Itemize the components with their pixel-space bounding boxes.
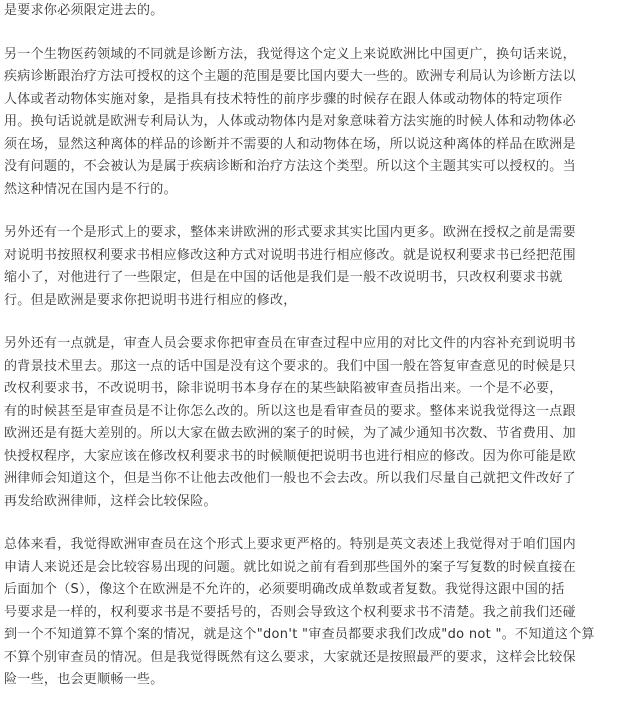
paragraph-3 bbox=[4, 222, 616, 312]
text-line: 险一些，也会更顺畅一些。 bbox=[4, 672, 164, 687]
text-line: 号要求是一样的，权利要求书是不要括号的，否则会导致这个权利要求书不清楚。我之前我们还碰 bbox=[4, 604, 576, 620]
text-line: 另外还有一点就是，审查人员会要求你把审查员在审查过程中应用的对比文件的内容补充到说明书 bbox=[4, 336, 576, 351]
text-line: 有的时候甚至是审查员是不让你怎么改的。所以这也是看审查员的要求。整体来说我觉得这一点跟 bbox=[4, 403, 576, 419]
paragraph-2 bbox=[4, 44, 616, 202]
text-line: 对说明书按照权利要求书相应修改这种方式对说明书进行相应修改。就是说权利要求书已经把范围 bbox=[4, 247, 576, 263]
text-line: 再发给欧洲律师，这样会比较保险。 bbox=[4, 493, 217, 509]
text-line: 的背景技术里去。那这一点的话中国是没有这个要求的。我们中国一般在答复审查意见的时候是只 bbox=[4, 358, 576, 374]
text-line: 不算个别审查员的情况。但是我觉得既然有这么要求，大家就还是按照最严的要求，这样会比较保 bbox=[4, 649, 576, 665]
text-line: 后面加个（S），像这个在欧洲是不允许的，必须要明确改成单数或者复数。我觉得这跟中国的括 bbox=[4, 582, 565, 597]
text-line: 用。换句话说就是欧洲专利局认为，人体或动物体内是对象意味着方法实施的时候人体和动物体必 bbox=[4, 114, 576, 129]
text-line: 洲律师会知道这个，但是当你不让他去改他们一般也不会去改。所以我们尽量自己就把文件改好了 bbox=[4, 471, 576, 486]
text-line: 须在场，显然这种离体的样品的诊断并不需要的人和动物体在场，所以说这种离体的样品在欧洲是 bbox=[4, 136, 576, 152]
paragraph-4 bbox=[4, 333, 616, 513]
text-line: 总体来看，我觉得欧洲审查员在这个形式上要求更严格的。特别是英文表述上我觉得对于咱们国内 bbox=[4, 537, 576, 552]
text-line: 没有问题的，不会被认为是属于疾病诊断和治疗方法这个类型。所以这个主题其实可以授权的。当 bbox=[4, 159, 576, 174]
text-line: 申请人来说还是会比较容易出现的问题。就比如说之前有看到那些国外的案子写复数的时候直接在 bbox=[4, 559, 576, 575]
text-line: 改权利要求书，不改说明书，除非说明书本身存在的某些缺陷被审查员指出来。一个是不必要， bbox=[4, 381, 563, 396]
text-line: 人体或者动物体实施对象，是指具有技术特性的前序步骤的时候存在跟人体或动物体的特定项作 bbox=[4, 91, 563, 107]
text-line: 缩小了，对他进行了一些限定，但是在中国的话他是我们是一般不改说明书，只改权利要求书就 bbox=[4, 270, 563, 285]
text-line: 行。但是欧洲是要求你把说明书进行相应的修改， bbox=[4, 292, 297, 308]
text-line: 另一个生物医药领域的不同就是诊断方法，我觉得这个定义上来说欧洲比中国更广，换句话来说， bbox=[4, 46, 576, 62]
text-line: 疾病诊断跟治疗方法可授权的这个主题的范围是要比国内要大一些的。欧洲专利局认为诊断方法以 bbox=[4, 69, 576, 84]
text-line: 欧洲还是有挺大差别的。所以大家在做去欧洲的案子的时候，为了减少通知书次数、节省费用、加 bbox=[4, 426, 576, 441]
text-line: 另外还有一个是形式上的要求，整体来讲欧洲的形式要求其实比国内更多。欧洲在授权之前是需要 bbox=[4, 225, 576, 240]
text-line: 然这种情况在国内是不行的。 bbox=[4, 181, 177, 197]
paragraph-1 bbox=[4, 0, 616, 23]
text-line: 到一个不知道算不算个案的情况，就是这个"don't "审查员都要求我们改成"do not "。不知道这个算 bbox=[4, 627, 595, 642]
text-line: 是要求你必须限定进去的。 bbox=[4, 3, 164, 18]
article-body bbox=[4, 0, 616, 713]
text-line: 快授权程序，大家应该在修改权利要求书的时候顺便把说明书也进行相应的修改。因为你可能是欧 bbox=[4, 448, 576, 464]
paragraph-5 bbox=[4, 534, 616, 692]
